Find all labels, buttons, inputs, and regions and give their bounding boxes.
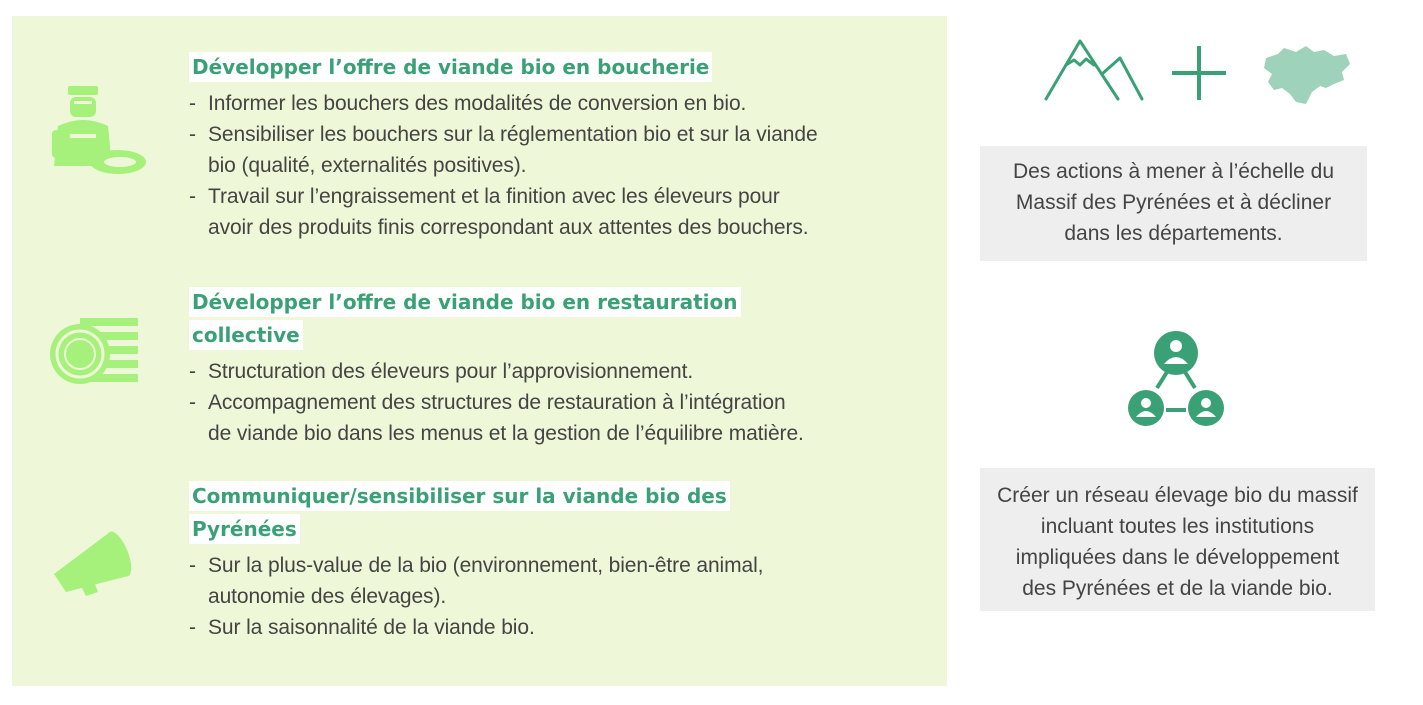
list-item (189, 119, 818, 181)
info-box-text: Massif des Pyrénées et à décliner (1015, 191, 1332, 214)
list-item-text: autonomie des élevages). (208, 585, 447, 608)
list-item-text: Structuration des éleveurs pour l’approvisionnement. (208, 360, 694, 383)
section-title-continued: collective (189, 320, 303, 350)
section-title: Communiquer/sensibiliser sur la viande bio des (189, 481, 730, 511)
list-item-text: Informer les bouchers des modalités de conversion en bio. (208, 92, 747, 115)
section-title: Développer l’offre de viande bio en boucherie (189, 52, 712, 82)
section-butchery (189, 52, 818, 243)
list-item (189, 181, 818, 243)
map-icon (1262, 44, 1352, 108)
info-box-text: incluant toutes les institutions (1040, 515, 1315, 538)
info-box-scope (980, 146, 1367, 261)
list-item (189, 88, 818, 119)
list-item-text: Sensibiliser les bouchers sur la réglementation bio et sur la viande (208, 123, 818, 146)
plates-icon (50, 318, 140, 386)
list-item (189, 612, 763, 643)
network-icon (1124, 328, 1228, 430)
info-box-network (980, 468, 1375, 611)
list-item-text: Sur la saisonnalité de la viande bio. (208, 616, 535, 639)
list-item (189, 550, 763, 612)
list-item (189, 356, 804, 387)
info-box-text: des Pyrénées et de la viande bio. (1022, 577, 1333, 600)
list-item (189, 387, 804, 449)
list-item-text: avoir des produits finis correspondant aux attentes des bouchers. (208, 216, 809, 239)
info-box-text: Des actions à mener à l’échelle du (1012, 160, 1334, 183)
list-item-text: Accompagnement des structures de restauration à l’intégration (208, 391, 786, 414)
megaphone-icon (52, 526, 134, 596)
info-box-text: Créer un réseau élevage bio du massif (997, 484, 1358, 507)
section-title: Développer l’offre de viande bio en restauration (189, 287, 741, 317)
list-item-text: Sur la plus-value de la bio (environnement, bien-être animal, (208, 554, 764, 577)
butcher-icon (48, 86, 148, 178)
list-item-text: bio (qualité, externalités positives). (208, 154, 527, 177)
plus-icon (1172, 46, 1226, 100)
list-item-text: de viande bio dans les menus et la gestion de l’équilibre matière. (208, 422, 804, 445)
info-box-text: dans les départements. (1064, 222, 1283, 245)
section-communication (189, 481, 763, 643)
section-catering (189, 287, 804, 449)
mountains-icon (1044, 38, 1146, 102)
section-title-continued: Pyrénées (189, 514, 300, 544)
info-box-text: impliquées dans le développement (1015, 546, 1340, 569)
list-item-text: Travail sur l’engraissement et la finition avec les éleveurs pour (208, 185, 780, 208)
